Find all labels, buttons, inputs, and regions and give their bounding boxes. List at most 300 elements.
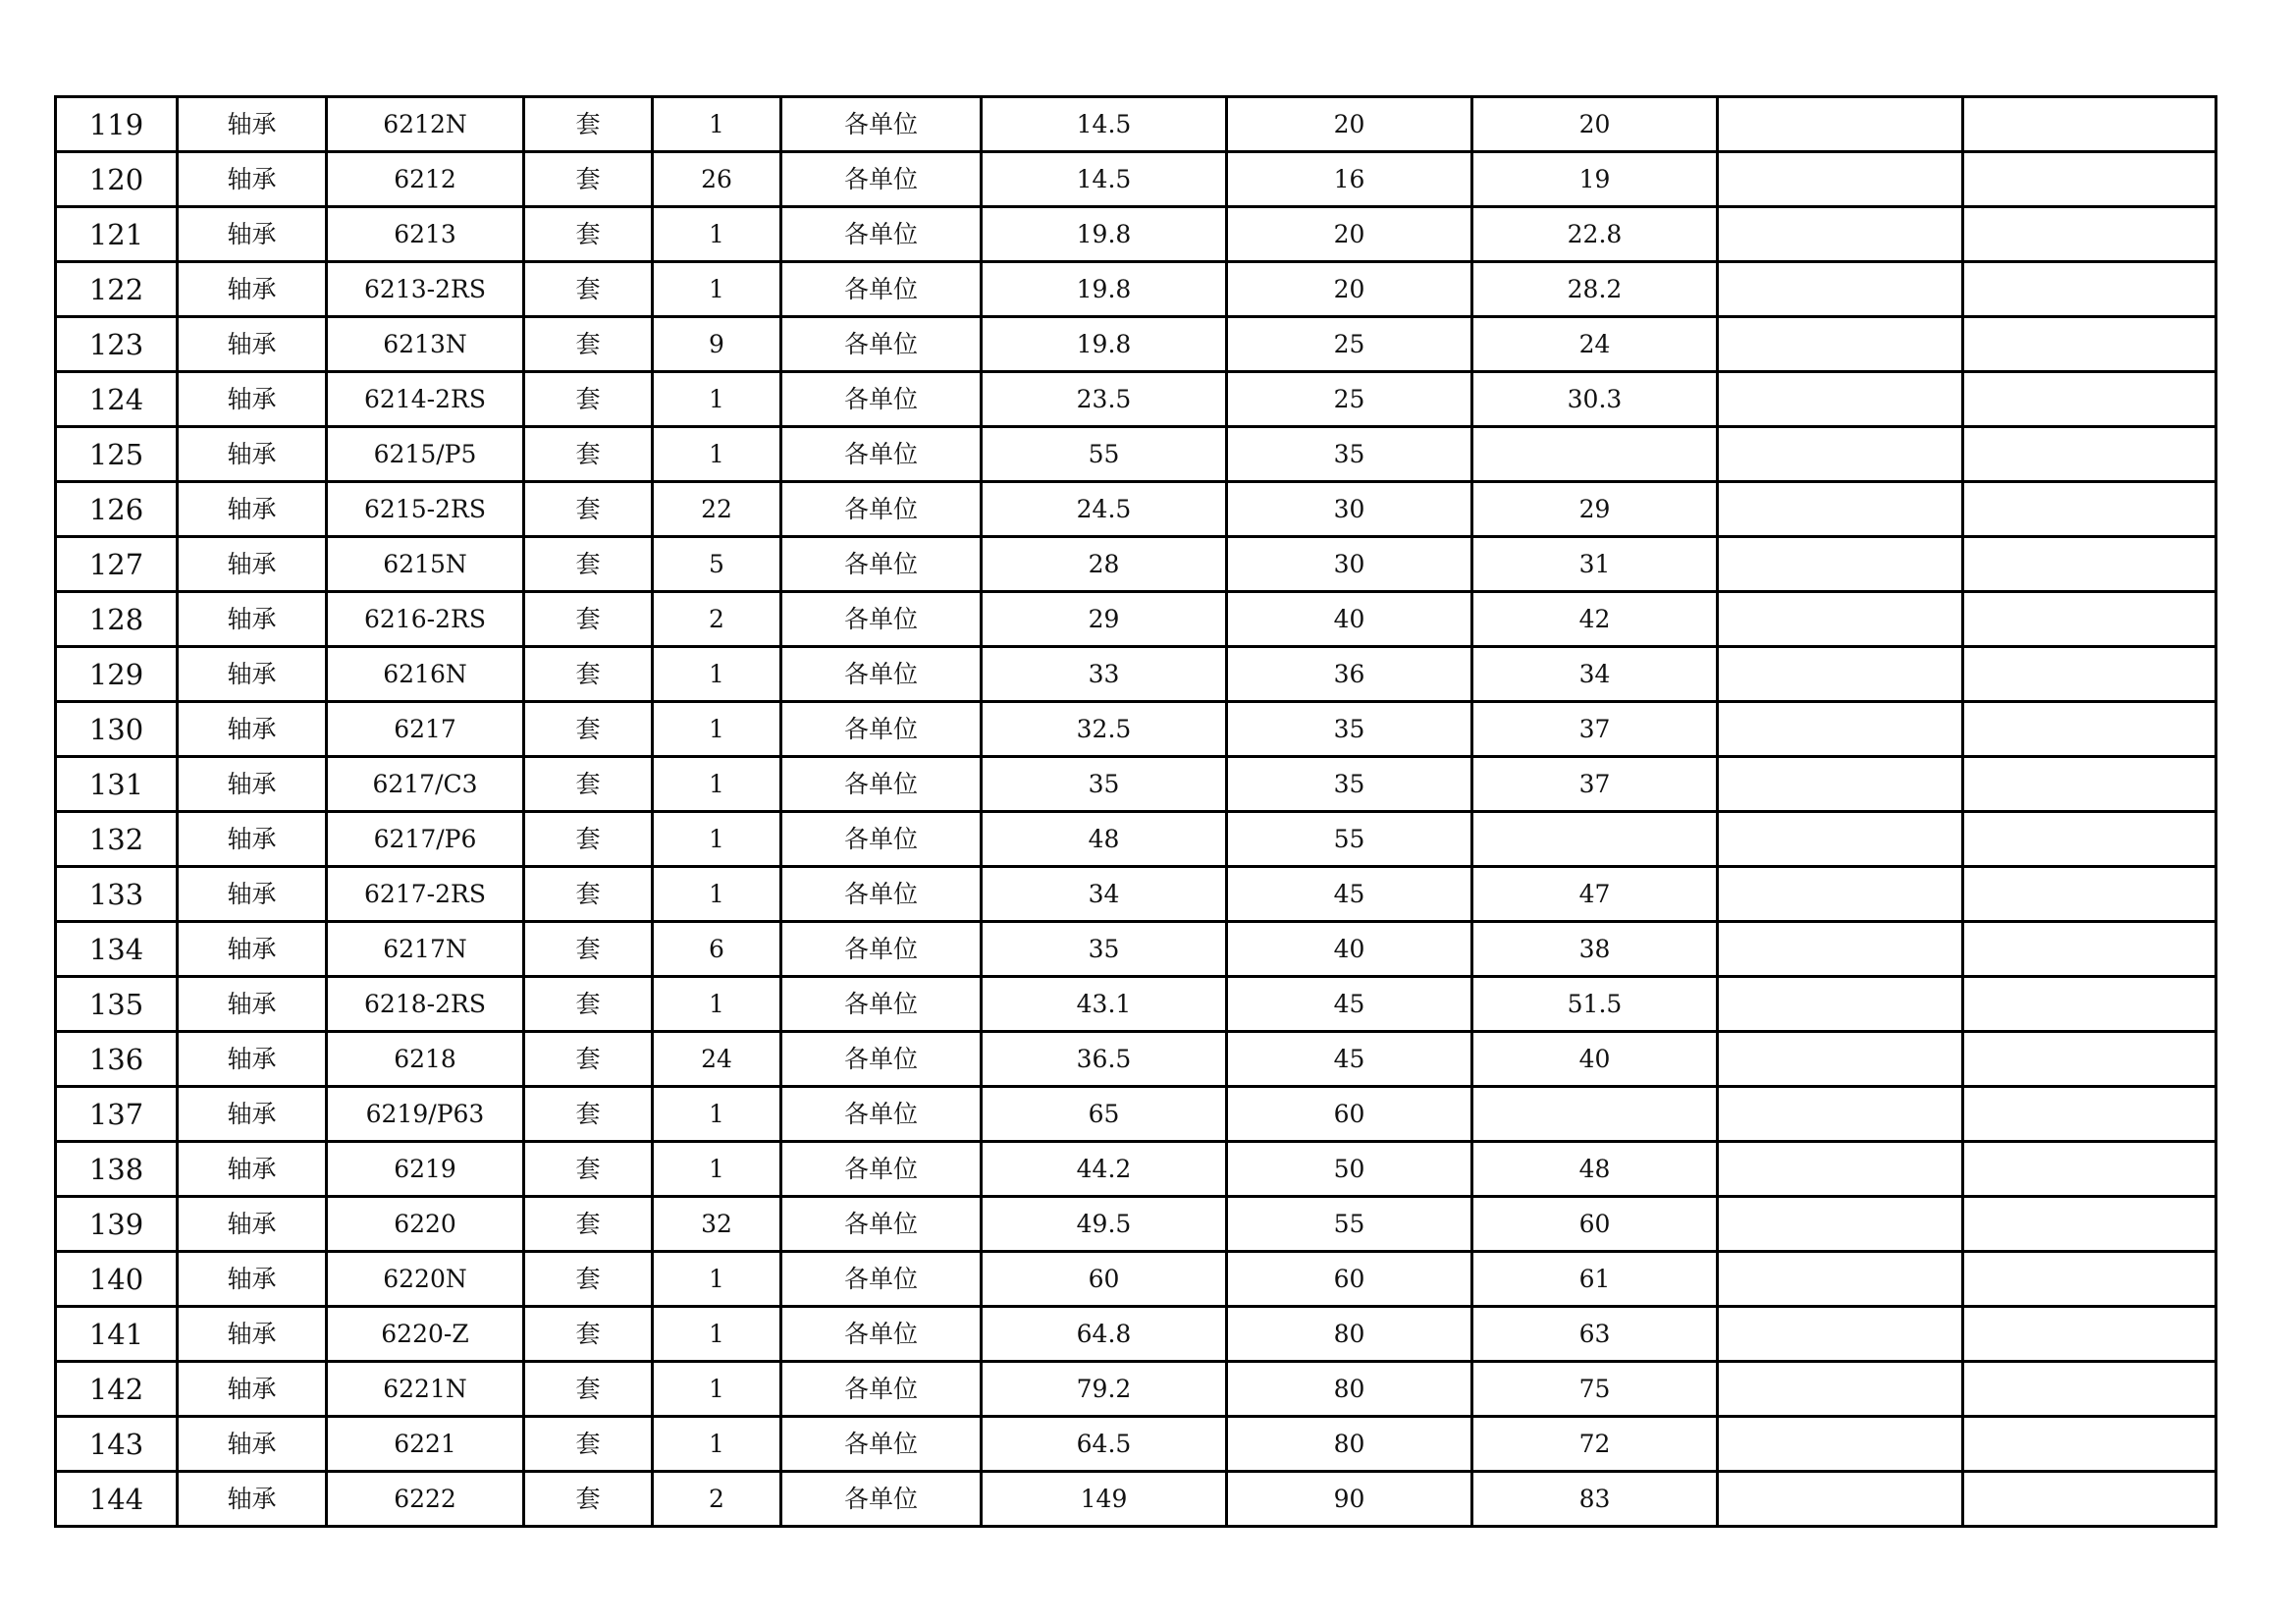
price-4-cell [1718,1417,1963,1472]
quantity-cell: 1 [653,1087,781,1142]
price-2-cell: 30 [1227,482,1472,537]
item-name-cell: 轴承 [178,812,327,867]
row-number-cell: 132 [56,812,178,867]
price-3-cell: 63 [1472,1307,1718,1362]
price-3-cell: 38 [1472,922,1718,977]
price-4-cell [1718,207,1963,262]
department-cell: 各单位 [781,702,982,757]
quantity-cell: 1 [653,262,781,317]
table-row [56,317,2216,372]
item-name-cell: 轴承 [178,262,327,317]
price-3-cell: 37 [1472,757,1718,812]
quantity-cell: 22 [653,482,781,537]
price-2-cell: 36 [1227,647,1472,702]
table-row [56,537,2216,592]
row-number-cell: 135 [56,977,178,1032]
price-2-cell: 45 [1227,1032,1472,1087]
quantity-cell: 1 [653,977,781,1032]
table-row [56,482,2216,537]
price-1-cell: 28 [982,537,1227,592]
item-name-cell: 轴承 [178,1362,327,1417]
price-5-cell [1963,1362,2216,1417]
row-number-cell: 142 [56,1362,178,1417]
table-row [56,977,2216,1032]
price-2-cell: 80 [1227,1417,1472,1472]
price-5-cell [1963,482,2216,537]
price-3-cell: 22.8 [1472,207,1718,262]
quantity-cell: 2 [653,592,781,647]
price-3-cell: 24 [1472,317,1718,372]
price-5-cell [1963,1197,2216,1252]
table-row [56,922,2216,977]
item-name-cell: 轴承 [178,592,327,647]
row-number-cell: 136 [56,1032,178,1087]
model-cell: 6213-2RS [327,262,524,317]
quantity-cell: 1 [653,1307,781,1362]
row-number-cell: 141 [56,1307,178,1362]
department-cell: 各单位 [781,1032,982,1087]
item-name-cell: 轴承 [178,372,327,427]
price-1-cell: 19.8 [982,317,1227,372]
price-2-cell: 25 [1227,372,1472,427]
price-5-cell [1963,1252,2216,1307]
model-cell: 6218 [327,1032,524,1087]
model-cell: 6219 [327,1142,524,1197]
table-row [56,1032,2216,1087]
price-3-cell: 28.2 [1472,262,1718,317]
price-4-cell [1718,482,1963,537]
price-1-cell: 33 [982,647,1227,702]
price-4-cell [1718,1252,1963,1307]
price-5-cell [1963,1142,2216,1197]
model-cell: 6219/P63 [327,1087,524,1142]
price-1-cell: 65 [982,1087,1227,1142]
price-3-cell: 31 [1472,537,1718,592]
price-1-cell: 64.5 [982,1417,1227,1472]
price-1-cell: 49.5 [982,1197,1227,1252]
price-3-cell: 60 [1472,1197,1718,1252]
price-1-cell: 48 [982,812,1227,867]
table-row [56,372,2216,427]
model-cell: 6222 [327,1472,524,1527]
unit-cell: 套 [524,922,653,977]
row-number-cell: 123 [56,317,178,372]
row-number-cell: 133 [56,867,178,922]
row-number-cell: 127 [56,537,178,592]
price-5-cell [1963,97,2216,152]
price-2-cell: 20 [1227,97,1472,152]
department-cell: 各单位 [781,1362,982,1417]
quantity-cell: 26 [653,152,781,207]
price-5-cell [1963,317,2216,372]
price-2-cell: 80 [1227,1362,1472,1417]
price-3-cell: 42 [1472,592,1718,647]
price-4-cell [1718,1087,1963,1142]
unit-cell: 套 [524,757,653,812]
price-2-cell: 90 [1227,1472,1472,1527]
row-number-cell: 119 [56,97,178,152]
price-1-cell: 29 [982,592,1227,647]
row-number-cell: 134 [56,922,178,977]
table-row [56,1197,2216,1252]
quantity-cell: 1 [653,427,781,482]
price-5-cell [1963,922,2216,977]
unit-cell: 套 [524,1307,653,1362]
price-3-cell: 75 [1472,1362,1718,1417]
item-name-cell: 轴承 [178,317,327,372]
price-1-cell: 35 [982,757,1227,812]
item-name-cell: 轴承 [178,1032,327,1087]
quantity-cell: 2 [653,1472,781,1527]
unit-cell: 套 [524,647,653,702]
department-cell: 各单位 [781,152,982,207]
item-name-cell: 轴承 [178,647,327,702]
department-cell: 各单位 [781,262,982,317]
price-3-cell [1472,812,1718,867]
model-cell: 6217 [327,702,524,757]
department-cell: 各单位 [781,317,982,372]
unit-cell: 套 [524,1087,653,1142]
table-row [56,152,2216,207]
price-4-cell [1718,1362,1963,1417]
price-2-cell: 80 [1227,1307,1472,1362]
item-name-cell: 轴承 [178,1197,327,1252]
row-number-cell: 128 [56,592,178,647]
department-cell: 各单位 [781,1417,982,1472]
price-3-cell: 20 [1472,97,1718,152]
row-number-cell: 131 [56,757,178,812]
price-1-cell: 19.8 [982,262,1227,317]
quantity-cell: 1 [653,1252,781,1307]
price-4-cell [1718,812,1963,867]
price-2-cell: 55 [1227,1197,1472,1252]
model-cell: 6212 [327,152,524,207]
department-cell: 各单位 [781,372,982,427]
price-4-cell [1718,1307,1963,1362]
row-number-cell: 130 [56,702,178,757]
bearing-price-sheet [54,95,2215,1528]
quantity-cell: 9 [653,317,781,372]
unit-cell: 套 [524,262,653,317]
table-row [56,1362,2216,1417]
quantity-cell: 1 [653,757,781,812]
price-1-cell: 43.1 [982,977,1227,1032]
price-5-cell [1963,537,2216,592]
price-4-cell [1718,427,1963,482]
model-cell: 6215-2RS [327,482,524,537]
price-2-cell: 45 [1227,977,1472,1032]
table-row [56,647,2216,702]
price-1-cell: 32.5 [982,702,1227,757]
price-2-cell: 40 [1227,592,1472,647]
quantity-cell: 1 [653,1417,781,1472]
department-cell: 各单位 [781,922,982,977]
price-5-cell [1963,1032,2216,1087]
price-1-cell: 14.5 [982,97,1227,152]
quantity-cell: 6 [653,922,781,977]
unit-cell: 套 [524,867,653,922]
price-4-cell [1718,1142,1963,1197]
row-number-cell: 122 [56,262,178,317]
price-3-cell: 51.5 [1472,977,1718,1032]
department-cell: 各单位 [781,757,982,812]
price-5-cell [1963,757,2216,812]
table-row [56,97,2216,152]
quantity-cell: 1 [653,372,781,427]
price-1-cell: 149 [982,1472,1227,1527]
price-4-cell [1718,1032,1963,1087]
item-name-cell: 轴承 [178,207,327,262]
model-cell: 6216-2RS [327,592,524,647]
quantity-cell: 1 [653,97,781,152]
price-2-cell: 20 [1227,262,1472,317]
department-cell: 各单位 [781,1087,982,1142]
model-cell: 6220N [327,1252,524,1307]
quantity-cell: 1 [653,1362,781,1417]
price-4-cell [1718,702,1963,757]
price-4-cell [1718,757,1963,812]
price-5-cell [1963,1307,2216,1362]
item-name-cell: 轴承 [178,1252,327,1307]
price-2-cell: 45 [1227,867,1472,922]
table-body [56,97,2216,1527]
department-cell: 各单位 [781,427,982,482]
model-cell: 6217-2RS [327,867,524,922]
quantity-cell: 1 [653,812,781,867]
price-1-cell: 60 [982,1252,1227,1307]
quantity-cell: 1 [653,867,781,922]
price-5-cell [1963,812,2216,867]
table-row [56,702,2216,757]
model-cell: 6217/C3 [327,757,524,812]
bearing-table [54,95,2217,1528]
price-4-cell [1718,97,1963,152]
row-number-cell: 129 [56,647,178,702]
item-name-cell: 轴承 [178,1087,327,1142]
item-name-cell: 轴承 [178,482,327,537]
price-2-cell: 35 [1227,757,1472,812]
price-4-cell [1718,592,1963,647]
model-cell: 6221N [327,1362,524,1417]
price-4-cell [1718,647,1963,702]
price-5-cell [1963,1472,2216,1527]
table-row [56,1472,2216,1527]
item-name-cell: 轴承 [178,1417,327,1472]
price-2-cell: 55 [1227,812,1472,867]
price-3-cell: 47 [1472,867,1718,922]
price-1-cell: 24.5 [982,482,1227,537]
model-cell: 6221 [327,1417,524,1472]
item-name-cell: 轴承 [178,537,327,592]
item-name-cell: 轴承 [178,1472,327,1527]
price-1-cell: 79.2 [982,1362,1227,1417]
department-cell: 各单位 [781,1472,982,1527]
price-2-cell: 20 [1227,207,1472,262]
unit-cell: 套 [524,812,653,867]
row-number-cell: 120 [56,152,178,207]
quantity-cell: 32 [653,1197,781,1252]
model-cell: 6220-Z [327,1307,524,1362]
department-cell: 各单位 [781,1307,982,1362]
table-row [56,427,2216,482]
quantity-cell: 5 [653,537,781,592]
price-3-cell: 29 [1472,482,1718,537]
price-2-cell: 25 [1227,317,1472,372]
price-5-cell [1963,1087,2216,1142]
row-number-cell: 124 [56,372,178,427]
quantity-cell: 1 [653,702,781,757]
quantity-cell: 1 [653,207,781,262]
model-cell: 6217N [327,922,524,977]
department-cell: 各单位 [781,647,982,702]
price-1-cell: 36.5 [982,1032,1227,1087]
model-cell: 6220 [327,1197,524,1252]
item-name-cell: 轴承 [178,757,327,812]
department-cell: 各单位 [781,97,982,152]
price-5-cell [1963,372,2216,427]
unit-cell: 套 [524,97,653,152]
price-1-cell: 35 [982,922,1227,977]
price-4-cell [1718,867,1963,922]
price-4-cell [1718,977,1963,1032]
unit-cell: 套 [524,1032,653,1087]
price-5-cell [1963,702,2216,757]
price-3-cell: 40 [1472,1032,1718,1087]
price-2-cell: 60 [1227,1087,1472,1142]
price-3-cell: 37 [1472,702,1718,757]
department-cell: 各单位 [781,207,982,262]
item-name-cell: 轴承 [178,427,327,482]
department-cell: 各单位 [781,1252,982,1307]
model-cell: 6213 [327,207,524,262]
price-2-cell: 30 [1227,537,1472,592]
price-5-cell [1963,152,2216,207]
price-5-cell [1963,1417,2216,1472]
price-4-cell [1718,537,1963,592]
row-number-cell: 125 [56,427,178,482]
model-cell: 6218-2RS [327,977,524,1032]
unit-cell: 套 [524,702,653,757]
price-3-cell: 48 [1472,1142,1718,1197]
price-3-cell: 30.3 [1472,372,1718,427]
unit-cell: 套 [524,1362,653,1417]
price-1-cell: 44.2 [982,1142,1227,1197]
price-2-cell: 16 [1227,152,1472,207]
unit-cell: 套 [524,482,653,537]
price-1-cell: 14.5 [982,152,1227,207]
price-2-cell: 35 [1227,427,1472,482]
price-1-cell: 23.5 [982,372,1227,427]
price-5-cell [1963,592,2216,647]
unit-cell: 套 [524,1472,653,1527]
row-number-cell: 143 [56,1417,178,1472]
item-name-cell: 轴承 [178,867,327,922]
price-4-cell [1718,1472,1963,1527]
department-cell: 各单位 [781,482,982,537]
price-2-cell: 35 [1227,702,1472,757]
unit-cell: 套 [524,427,653,482]
price-2-cell: 40 [1227,922,1472,977]
price-3-cell: 34 [1472,647,1718,702]
price-3-cell: 83 [1472,1472,1718,1527]
price-5-cell [1963,647,2216,702]
model-cell: 6215N [327,537,524,592]
table-row [56,812,2216,867]
department-cell: 各单位 [781,592,982,647]
row-number-cell: 126 [56,482,178,537]
price-3-cell: 19 [1472,152,1718,207]
price-5-cell [1963,977,2216,1032]
price-1-cell: 55 [982,427,1227,482]
item-name-cell: 轴承 [178,97,327,152]
table-row [56,592,2216,647]
department-cell: 各单位 [781,537,982,592]
price-3-cell: 72 [1472,1417,1718,1472]
unit-cell: 套 [524,317,653,372]
table-row [56,1087,2216,1142]
price-3-cell [1472,1087,1718,1142]
table-row [56,1417,2216,1472]
table-row [56,207,2216,262]
row-number-cell: 121 [56,207,178,262]
price-5-cell [1963,427,2216,482]
price-5-cell [1963,262,2216,317]
unit-cell: 套 [524,977,653,1032]
unit-cell: 套 [524,1252,653,1307]
row-number-cell: 137 [56,1087,178,1142]
price-1-cell: 19.8 [982,207,1227,262]
price-4-cell [1718,372,1963,427]
model-cell: 6216N [327,647,524,702]
item-name-cell: 轴承 [178,702,327,757]
item-name-cell: 轴承 [178,1142,327,1197]
table-row [56,262,2216,317]
table-row [56,867,2216,922]
table-row [56,757,2216,812]
price-5-cell [1963,207,2216,262]
model-cell: 6212N [327,97,524,152]
quantity-cell: 24 [653,1032,781,1087]
item-name-cell: 轴承 [178,152,327,207]
model-cell: 6213N [327,317,524,372]
row-number-cell: 139 [56,1197,178,1252]
department-cell: 各单位 [781,867,982,922]
table-row [56,1252,2216,1307]
price-3-cell [1472,427,1718,482]
department-cell: 各单位 [781,977,982,1032]
model-cell: 6217/P6 [327,812,524,867]
row-number-cell: 138 [56,1142,178,1197]
price-4-cell [1718,262,1963,317]
unit-cell: 套 [524,1417,653,1472]
unit-cell: 套 [524,537,653,592]
item-name-cell: 轴承 [178,1307,327,1362]
department-cell: 各单位 [781,812,982,867]
price-4-cell [1718,1197,1963,1252]
unit-cell: 套 [524,1197,653,1252]
table-row [56,1307,2216,1362]
price-2-cell: 60 [1227,1252,1472,1307]
price-3-cell: 61 [1472,1252,1718,1307]
unit-cell: 套 [524,372,653,427]
price-4-cell [1718,922,1963,977]
department-cell: 各单位 [781,1197,982,1252]
price-1-cell: 34 [982,867,1227,922]
unit-cell: 套 [524,152,653,207]
item-name-cell: 轴承 [178,922,327,977]
unit-cell: 套 [524,1142,653,1197]
unit-cell: 套 [524,592,653,647]
